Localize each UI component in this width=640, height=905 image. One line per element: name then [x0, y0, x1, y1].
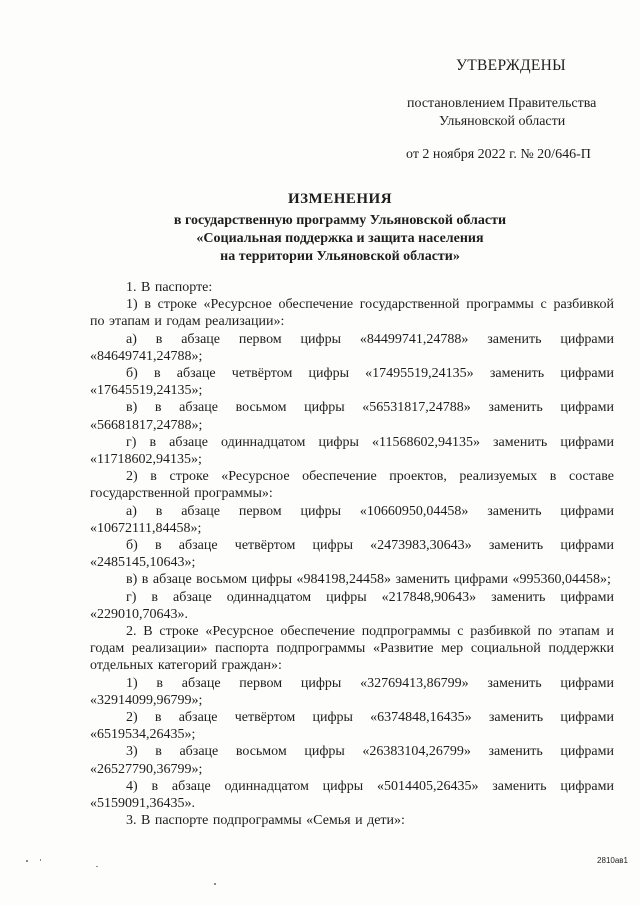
paragraph: б) в абзаце четвёртом цифры «2473983,30643» заменить цифрами «2485145,10643»;: [90, 538, 614, 571]
paragraph: 3) в абзаце восьмом цифры «26383104,26799» заменить цифрами «26527790,36799»;: [90, 744, 614, 777]
title-line-3: на территории Ульяновской области»: [220, 249, 460, 264]
document-code: 2810ав1: [597, 856, 628, 865]
paragraph: 2. В строке «Ресурсное обеспечение подпрограммы с разбивкой по этапам и годам реализации» паспорта подпрограммы «Развитие мер социальной поддержки отдельных категорий граждан»:: [90, 624, 614, 674]
paragraph: б) в абзаце четвёртом цифры «17495519,24135» заменить цифрами «17645519,24135»;: [90, 366, 614, 399]
paragraph: 1) в строке «Ресурсное обеспечение государственной программы с разбивкой по этапам и годам реализации»:: [90, 297, 614, 330]
title-main: ИЗМЕНЕНИЯ: [287, 191, 393, 207]
paragraph: 2) в строке «Ресурсное обеспечение проектов, реализуемых в составе государственной программы»:: [90, 469, 614, 502]
paragraph: 1) в абзаце первом цифры «32769413,86799» заменить цифрами «32914099,96799»;: [90, 675, 614, 708]
paragraph: а) в абзаце первом цифры «10660950,04458» заменить цифрами «10672111,84458»;: [90, 503, 614, 536]
approved-heading: УТВЕРЖДЕНЫ: [456, 57, 566, 74]
paragraph: в) в абзаце восьмом цифры «56531817,24788» заменить цифрами «56681817,24788»;: [90, 400, 614, 433]
title-line-1: в государственную программу Ульяновской области: [173, 213, 507, 228]
paragraph: 2) в абзаце четвёртом цифры «6374848,16435» заменить цифрами «6519534,26435»;: [90, 710, 614, 743]
approval-block: [370, 95, 610, 131]
approval-line-1: постановлением Правительства: [407, 96, 597, 111]
paragraph: 1. В паспорте:: [126, 280, 213, 295]
paragraph: г) в абзаце одиннадцатом цифры «217848,90643» заменить цифрами «229010,70643».: [90, 589, 614, 622]
document-body: [90, 279, 614, 830]
scan-artifact: [26, 860, 28, 862]
scan-artifact: [214, 883, 216, 885]
paragraph: г) в абзаце одиннадцатом цифры «11568602,94135» заменить цифрами «11718602,94135»;: [90, 434, 614, 468]
paragraph: а) в абзаце первом цифры «84499741,24788» заменить цифрами «84649741,24788»;: [90, 331, 614, 364]
title-line-2: «Социальная поддержка и защита населения: [196, 231, 484, 246]
paragraph: 4) в абзаце одиннадцатом цифры «5014405,26435» заменить цифрами «5159091,36435».: [90, 778, 614, 812]
paragraph: 3. В паспорте подпрограммы «Семья и дети»:: [126, 813, 405, 829]
approval-line-2: Ульяновской области: [439, 114, 566, 129]
approval-date: от 2 ноября 2022 г. № 20/646-П: [406, 147, 591, 162]
scan-artifact: [40, 859, 41, 861]
paragraph: в) в абзаце восьмом цифры «984198,24458» заменить цифрами «995360,04458»;: [126, 572, 611, 588]
document-title: [90, 190, 590, 266]
scan-artifact: [96, 866, 98, 867]
